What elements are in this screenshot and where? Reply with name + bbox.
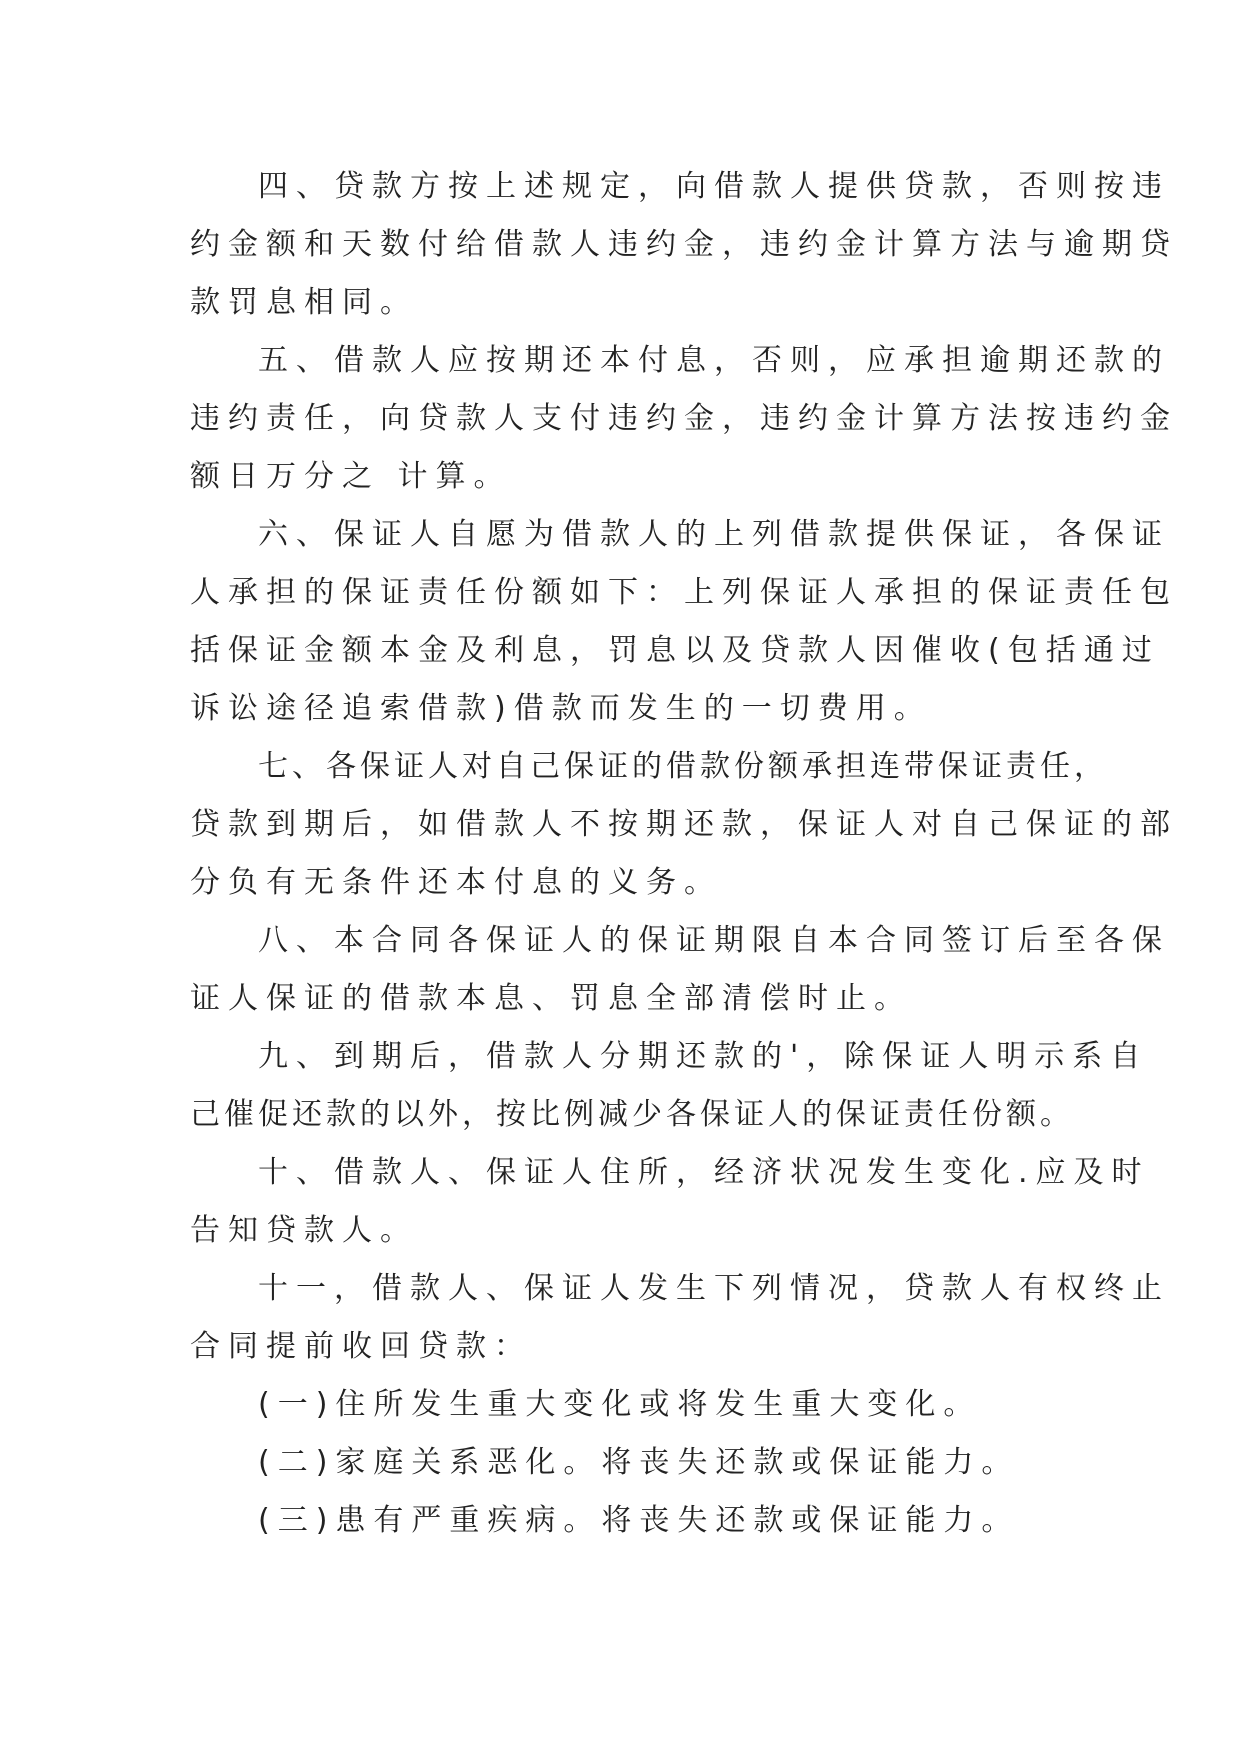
text-line: 十、借款人、保证人住所，经济状况发生变化.应及时 [258,1155,1150,1190]
text-line: (二)家庭关系恶化。将丧失还款或保证能力。 [258,1445,1020,1480]
text-line: 六、保证人自愿为借款人的上列借款提供保证，各保证 [258,517,1170,552]
text-line: 八、本合同各保证人的保证期限自本合同签订后至各保 [258,923,1170,958]
text-line: 括保证金额本金及利息，罚息以及贷款人因催收(包括通过 [190,633,1160,668]
clause-4 [190,158,1178,332]
text-line: 五、借款人应按期还本付息，否则，应承担逾期还款的 [258,343,1170,378]
clause-11-item-3 [190,1492,1070,1550]
text-line: 分负有无条件还本付息的义务。 [190,865,722,900]
text-line: 七、各保证人对自己保证的借款份额承担连带保证责任， [258,749,1108,784]
clause-8 [190,912,1170,1028]
clause-9 [190,1028,1149,1144]
text-line: (三)患有严重疾病。将丧失还款或保证能力。 [258,1503,1020,1538]
text-line: 贷款到期后，如借款人不按期还款，保证人对自己保证的部 [190,807,1178,842]
text-line: 四、贷款方按上述规定，向借款人提供贷款，否则按违 [258,169,1170,204]
text-line: 款罚息相同。 [190,285,418,320]
text-line: 人承担的保证责任份额如下：上列保证人承担的保证责任包 [190,575,1178,610]
text-line: 约金额和天数付给借款人违约金，违约金计算方法与逾期贷 [190,227,1178,262]
clause-5 [190,332,1178,506]
text-line: 额日万分之 计算。 [190,459,512,494]
clause-6 [190,506,1178,738]
clause-7 [190,738,1178,912]
text-line: 九、到期后，借款人分期还款的'，除保证人明示系自 [258,1039,1149,1074]
text-line: 合同提前收回贷款： [190,1329,532,1364]
text-line: 十一，借款人、保证人发生下列情况，贷款人有权终止 [258,1271,1170,1306]
text-line: 诉讼途径追索借款)借款而发生的一切费用。 [190,691,932,726]
clause-11 [190,1260,1170,1376]
document-body [190,158,1178,1550]
text-line: 告知贷款人。 [190,1213,418,1248]
text-line: 己催促还款的以外，按比例减少各保证人的保证责任份额。 [190,1097,1074,1132]
clause-10 [190,1144,1150,1260]
text-line: 证人保证的借款本息、罚息全部清偿时止。 [190,981,912,1016]
text-line: 违约责任，向贷款人支付违约金，违约金计算方法按违约金 [190,401,1178,436]
clause-11-item-1 [190,1376,1070,1434]
clause-11-item-2 [190,1434,1070,1492]
text-line: (一)住所发生重大变化或将发生重大变化。 [258,1387,982,1422]
